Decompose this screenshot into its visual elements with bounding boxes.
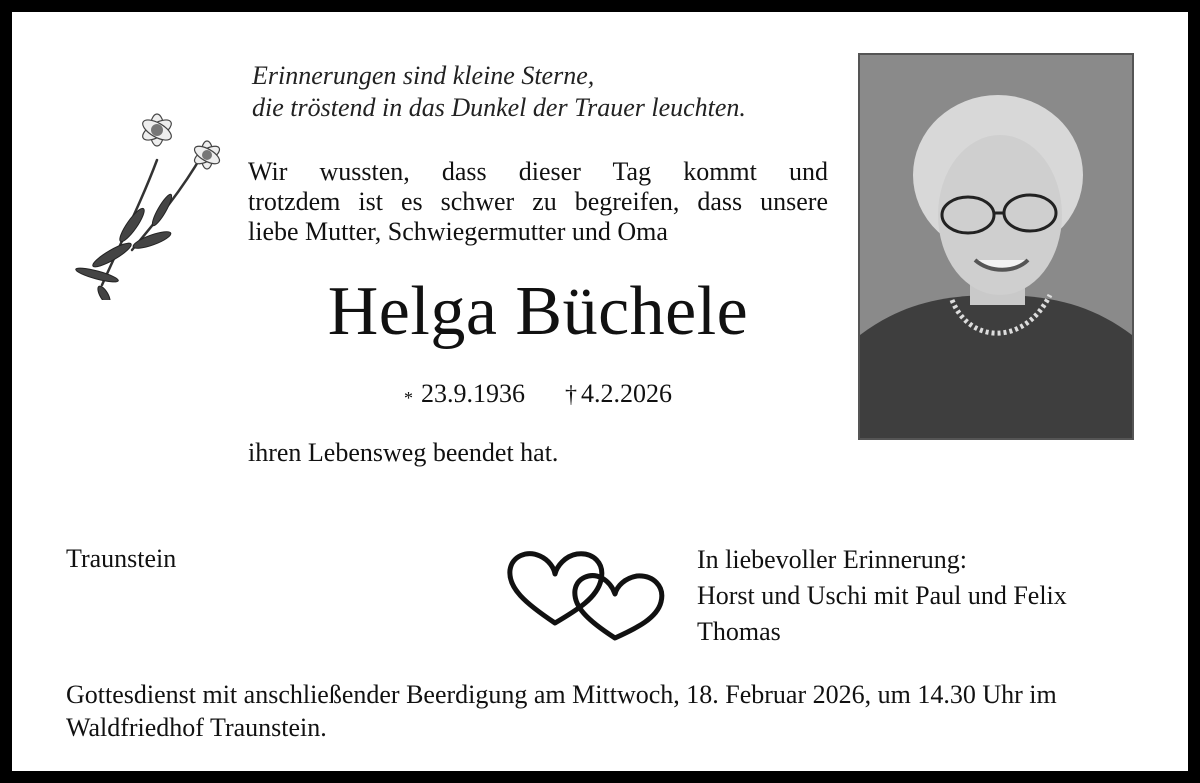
service-line-1: Gottesdienst mit anschließender Beerdigung am Mittwoch, 18. Februar 2026, um 14.30 Uhr im [66, 680, 1057, 709]
family-line-2: Thomas [697, 617, 781, 646]
portrait-photo [858, 53, 1134, 440]
intro-text [248, 157, 828, 247]
memory-heading: In liebevoller Erinnerung: [697, 545, 968, 574]
intro-line-1: Wir wussten, dass dieser Tag kommt und [248, 157, 828, 186]
birth-symbol: * [404, 388, 413, 408]
ending-text: ihren Lebensweg beendet hat. [248, 438, 559, 467]
service-info [66, 678, 1156, 744]
intro-line-2: trotzdem ist es schwer zu begreifen, dass unsere [248, 187, 828, 216]
edelweiss-icon [62, 100, 232, 300]
portrait-illustration [860, 55, 1132, 438]
two-hearts-icon [505, 548, 670, 643]
deceased-name: Helga Büchele [327, 273, 749, 350]
quote-line-2: die tröstend in das Dunkel der Trauer leuchten. [252, 93, 746, 122]
intro-line-3: liebe Mutter, Schwiegermutter und Oma [248, 217, 668, 246]
family-line-1: Horst und Uschi mit Paul und Felix [697, 581, 1067, 610]
place-name: Traunstein [66, 544, 177, 573]
service-line-2: Waldfriedhof Traunstein. [66, 713, 327, 742]
quote-line-1: Erinnerungen sind kleine Sterne, [252, 61, 595, 90]
death-symbol: † [565, 382, 577, 408]
life-dates [248, 378, 828, 414]
quote [252, 60, 746, 124]
death-date: 4.2.2026 [581, 379, 672, 408]
birth-date: 23.9.1936 [421, 379, 525, 408]
family-block [697, 542, 1067, 650]
